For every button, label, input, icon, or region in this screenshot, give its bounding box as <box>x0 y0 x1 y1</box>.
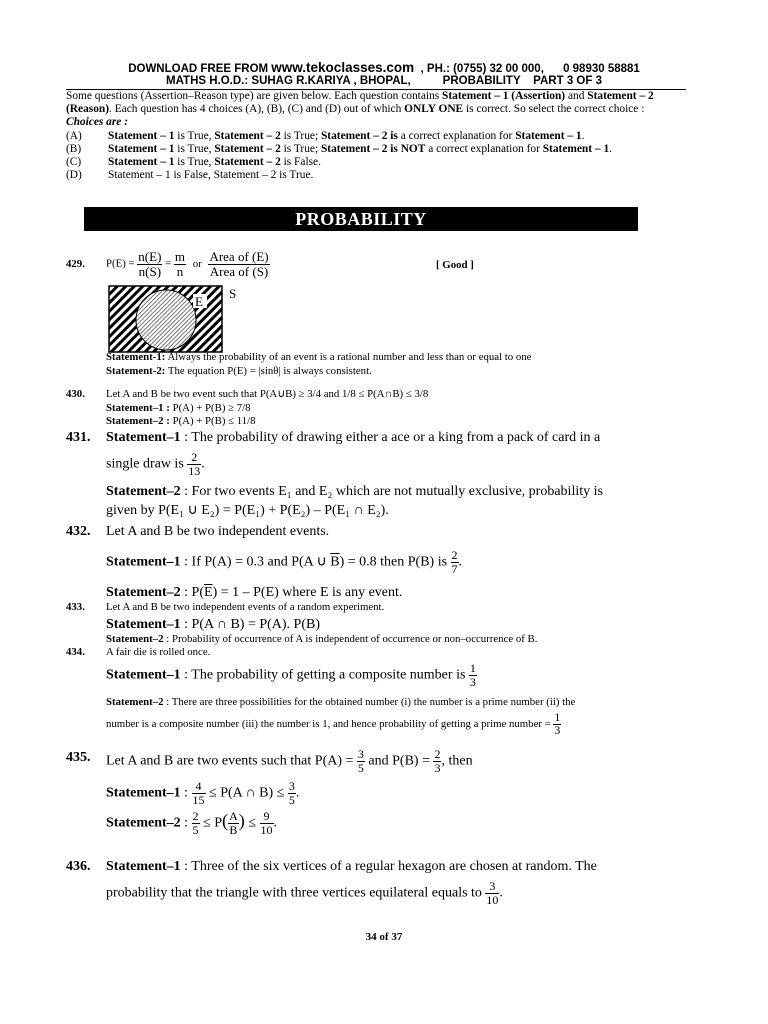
section-banner: PROBABILITY <box>84 207 638 231</box>
venn-diagram <box>108 285 288 355</box>
choice-b: (B) Statement – 1 is True, Statement – 2 is True; Statement – 2 is NOT a correct explanation for Statement – 1. <box>66 142 613 155</box>
q429-statements: Statement-1: Always the probability of an event is a rational number and less than or equal to one Statement-2: The equation P(E) = |sinθ| is always consistent. <box>106 351 532 377</box>
choice-a: (A) Statement – 1 is True, Statement – 2 is True; Statement – 2 is a correct explanation for Statement – 1. <box>66 129 585 142</box>
website-link[interactable]: www.tekoclasses.com <box>271 60 415 75</box>
intro-paragraph: Some questions (Assertion–Reason type) are given below. Each question contains Statement – 1 (Assertion) and Statement – 2 (Reason). Each question has 4 choices (A), (B), (C) and (D) out of which ONLY ONE is correct. So select the correct choice : <box>66 90 654 116</box>
choice-d: (D) Statement – 1 is False, Statement – 2 is True. <box>66 169 314 182</box>
instructions <box>66 90 686 182</box>
choice-c: (C) Statement – 1 is True, Statement – 2 is False. <box>66 156 321 169</box>
choices-title: Choices are : <box>66 116 129 129</box>
event-circle <box>136 290 196 350</box>
venn-label-s: S <box>229 286 237 301</box>
venn-label-e: E <box>195 294 203 309</box>
header-line-2: MATHS H.O.D.: SUHAG R.KARIYA , BHOPAL, PROBABILITY PART 3 OF 3 <box>166 75 602 87</box>
q429-formula: P(E) = $\frac{n(E)}{n(S)}$ = $\frac{m}{n}$ or $\frac{\text{Area of (E)}}{\text{Area of (S)}}$ <box>106 249 269 279</box>
difficulty-tag: [ Good ] <box>436 259 474 271</box>
page-number: 34 of 37 <box>365 931 403 943</box>
header-line-1: DOWNLOAD FREE FROM www.tekoclasses.com , PH.: (0755) 32 00 000, 0 98930 58881 <box>128 60 640 75</box>
